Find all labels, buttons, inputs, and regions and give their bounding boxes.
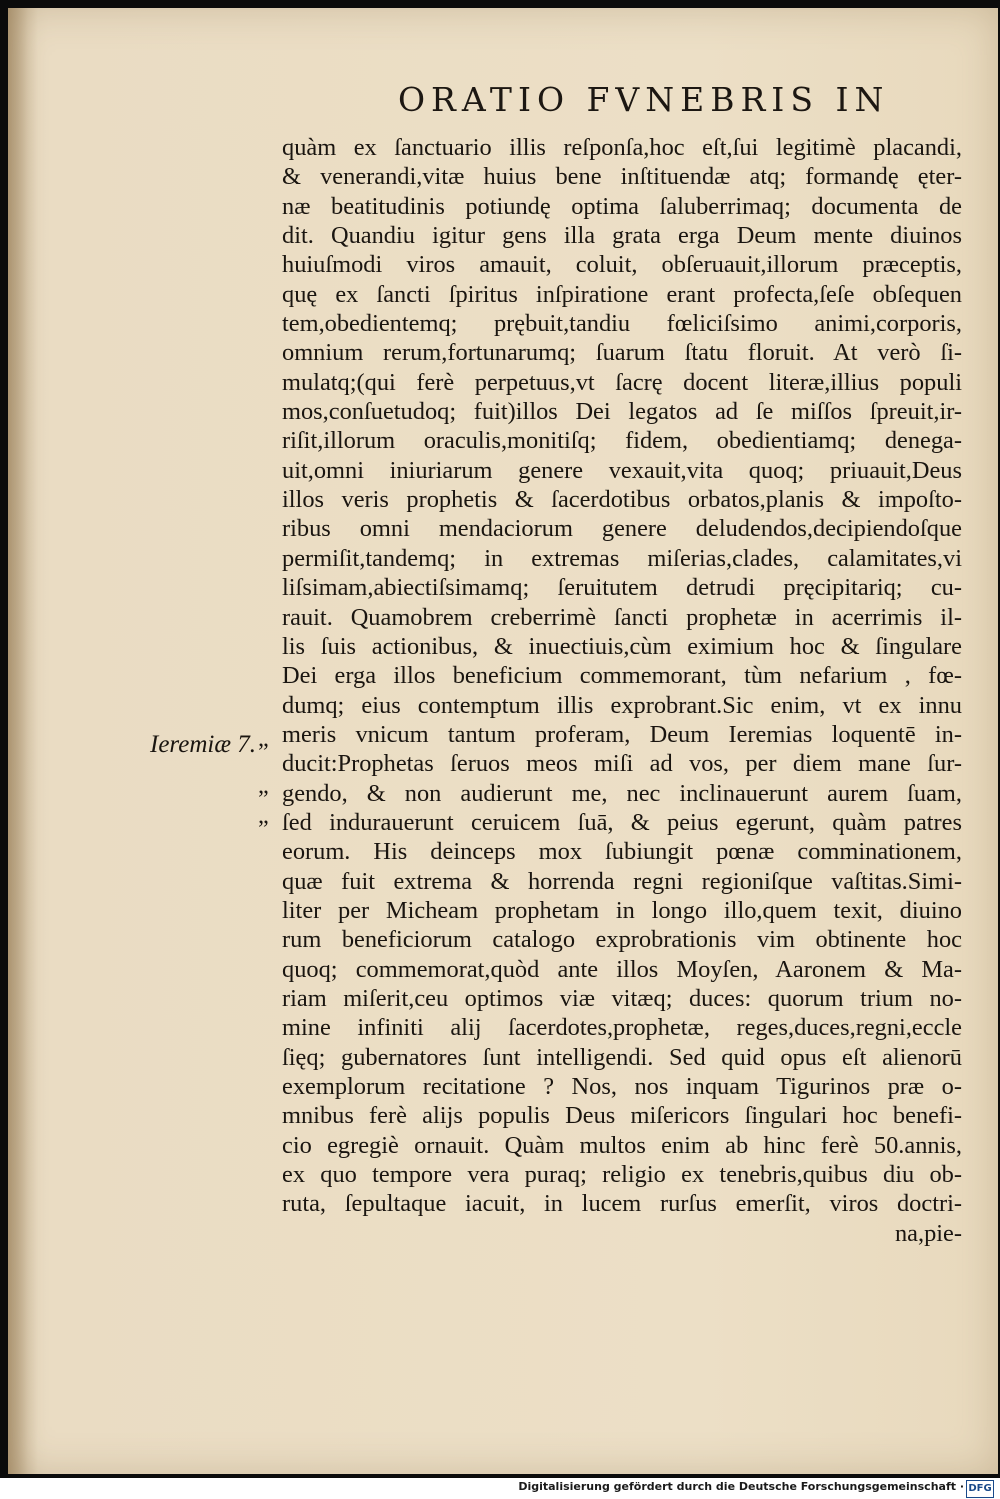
dfg-logo: DFG [966,1480,994,1498]
text-line: riſit,illorum oraculis,monitiſq; fidem, obedientiamq; denega- [282,427,962,455]
text-line: quę ex ſancti ſpiritus inſpiratione erant profecta,ſeſe obſequen [282,280,962,308]
text-line: dit. Quandiu igitur gens illa grata erga Deum mente diuinos [282,222,962,250]
text-line: rum beneficiorum catalogo exprobrationis vim obtinente hoc [282,926,962,954]
text-line: meris vnicum tantum proferam, Deum Ieremias loquentē in- [282,720,962,748]
text-line: ex quo tempore vera puraq; religio ex tenebris,quibus diu ob- [282,1161,962,1189]
text-line: rauit. Quamobrem creberrimè ſancti prophetæ in acerrimis il- [282,603,962,631]
body-text [282,133,962,1248]
text-line: ſięq; gubernatores ſunt intelligendi. Sed quid opus eſt alienorū [282,1043,962,1071]
text-line: mine infiniti alij ſacerdotes,prophetæ, reges,duces,regni,eccle [282,1014,962,1042]
text-line: lis ſuis actionibus, & inuectiuis,cùm eximium hoc & ſingulare [282,632,962,660]
text-line: ſed indurauerunt ceruicem ſuā, & peius egerunt, quàm patres [282,808,962,836]
footer-credit: Digitalisierung gefördert durch die Deutsche Forschungsgemeinschaft · [518,1480,964,1493]
text-line: quæ fuit extrema & horrenda regni regioniſque vaſtitas.Simi- [282,867,962,895]
text-line: illos veris prophetis & ſacerdotibus orbatos,planis & impoſto- [282,486,962,514]
text-line: gendo, & non audierunt me, nec inclinauerunt aurem ſuam, [282,779,962,807]
marginal-note: Ieremiæ 7. [150,731,256,758]
text-line: quoq; commemorat,quòd ante illos Moyſen, Aaronem & Ma- [282,955,962,983]
text-line: liſsimam,abiectiſsimamq; ſeruitutem detrudi pręcipitariq; cu- [282,574,962,602]
text-line: uit,omni iniuriarum genere vexauit,vita quoq; priuauit,Deus [282,456,962,484]
text-line: riam miſerit,ceu optimos viæ vitæq; duces: quorum trium no- [282,984,962,1012]
page-gutter-shadow [8,8,38,1474]
text-line: mulatq;(qui ferè perpetuus,vt ſacrę docent literæ,illius populi [282,368,962,396]
text-line: Dei erga illos beneficium commemorant, tùm nefarium , fœ- [282,662,962,690]
text-line: eorum. His deinceps mox ſubiungit pœnæ comminationem, [282,838,962,866]
quote-mark: „ [258,773,269,799]
quote-mark: „ [258,803,269,829]
quote-mark: „ [258,726,269,752]
text-line: mnibus ferè alijs populis Deus miſericors ſingulari hoc benefi- [282,1102,962,1130]
text-line: liter per Micheam prophetam in longo illo,quem texit, diuino [282,896,962,924]
text-line: omnium rerum,fortunarumq; ſuarum ſtatu floruit. At verò ſi- [282,339,962,367]
text-line: exemplorum recitatione ? Nos, nos inquam Tigurinos præ o- [282,1073,962,1100]
text-line: ducit:Prophetas ſeruos meos miſi ad vos, per diem mane ſur- [282,750,962,778]
text-line: næ beatitudinis potiundę optima ſaluberrimaq; documenta de [282,192,962,220]
running-head: ORATIO FVNEBRIS IN [398,80,890,119]
text-line: ribus omni mendaciorum genere deludendos,decipiendoſque [282,515,962,543]
text-line: huiuſmodi viros amauit, coluit, obſeruauit,illorum præceptis, [282,251,962,279]
text-line: quàm ex ſanctuario illis reſponſa,hoc eſt,ſui legitimè placandi, [282,134,962,161]
text-line: tem,obedientemq; prębuit,tandiu fœliciſsimo animi,corporis, [282,310,962,338]
text-line: permiſit,tandemq; in extremas miſerias,clades, calamitates,vi [282,544,962,572]
text-line: mos,conſuetudoq; fuit)illos Dei legatos ad ſe miſſos ſpreuit,ir- [282,398,962,426]
text-line: & venerandi,vitæ huius bene inſtituendæ atq; formandę ęter- [282,163,962,191]
text-line: ruta, ſepultaque iacuit, in lucem rurſus emerſit, viros doctri- [282,1190,962,1218]
text-line: dumq; eius contemptum illis exprobrant.Sic enim, vt ex innu [282,691,962,719]
text-line: cio egregiè ornauit. Quàm multos enim ab hinc ferè 50.annis, [282,1131,962,1159]
digitization-footer [0,1478,1000,1499]
text-line: na,pie- [894,1219,962,1247]
